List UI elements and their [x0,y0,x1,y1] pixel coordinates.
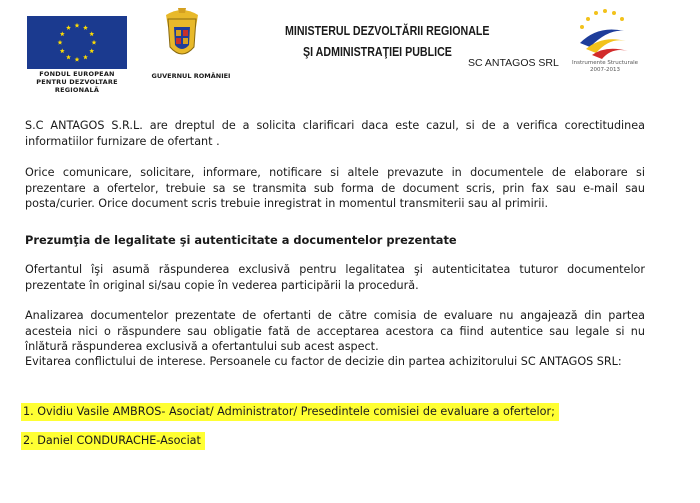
paragraph-evaluation: Analizarea documentelor prezentate de ofertanti de către comisia de evaluare nu angajează din partea acesteia nici o răspundere sau obligatie fată de acceptarea acestora ca fiind autentice sau legale si nu înlătură răspunderea exclusivă a ofertantului sub acest aspect. [25,309,645,353]
section-heading: Prezumţia de legalitate şi autenticitate a documentelor prezentate [25,233,457,247]
structural-instruments-caption [566,60,644,74]
eu-stars-icon [27,16,127,69]
paragraph-responsibility: Ofertantul îşi asumă răspunderea exclusivă pentru legalitatea şi autenticitatea tuturor documentelor prezentate în original si/sau copie în vederea participării la procedură. [25,263,645,292]
rf-caption-line2: 2007-2013 [590,67,620,73]
eu-caption-line1: FONDUL EUROPEAN [39,70,115,78]
paragraph-clarifications: S.C ANTAGOS S.R.L. are dreptul de a solicita clarificari daca este cazul, si de a verifica corectitudinea informatiilor furnizare de ofertant . [25,119,645,148]
list-item: 2. Daniel CONDURACHE-Asociat [21,432,205,450]
structural-instruments-logo [568,5,638,65]
ministry-title [285,20,490,62]
ministry-title-line2: ŞI ADMINISTRAŢIEI PUBLICE [303,44,452,59]
rf-caption-line1: Instrumente Structurale [572,60,638,66]
eu-flag-logo [27,16,127,69]
company-name: SC ANTAGOS SRL [468,57,559,69]
romania-coat-of-arms-logo [160,5,204,67]
document-header [0,0,700,100]
eu-caption-line2: PENTRU DEZVOLTARE REGIONALĂ [36,78,118,94]
list-item: 1. Ovidiu Vasile AMBROS- Asociat/ Administrator/ Presedintele comisiei de evaluare a ofertelor; [21,403,559,421]
eu-fund-caption [14,70,140,94]
paragraph-conflict-of-interest: Evitarea conflictului de interese. Persoanele cu factor de decizie din partea achizitorului SC ANTAGOS SRL: [25,355,622,368]
paragraph-communications: Orice comunicare, solicitare, informare, notificare si altele prevazute in documentele de elaborare si prezentare a ofertelor, trebuie sa se transmita sub forma de document scris, prin fax sau e-mail sau posta/curier. Orice document scris trebuie inregistrat in momentul transmiterii sau al primirii. [25,166,645,210]
government-caption: GUVERNUL ROMÂNIEI [151,72,231,80]
ministry-title-line1: MINISTERUL DEZVOLTĂRII REGIONALE [285,23,490,38]
